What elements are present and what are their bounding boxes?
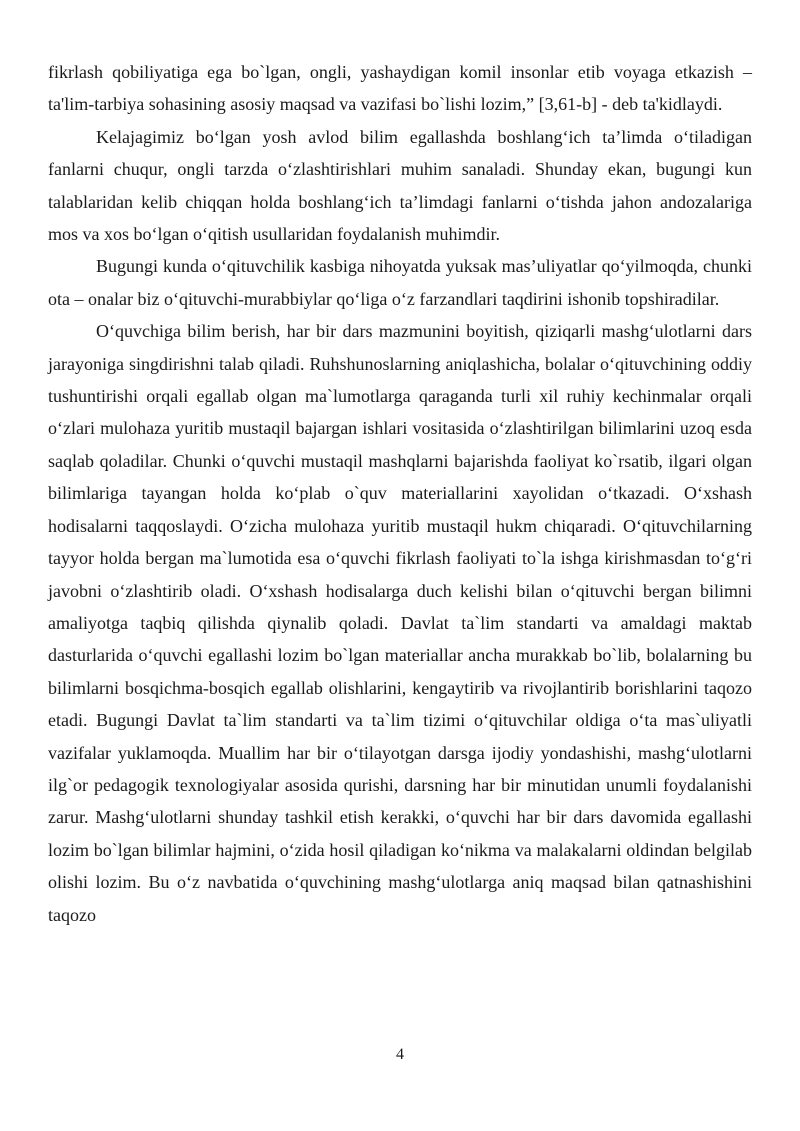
document-body: [48, 56, 752, 931]
paragraph: Bugungi kunda oʻqituvchilik kasbiga nihoyatda yuksak masʼuliyatlar qoʻyilmoqda, chunki ota – onalar biz oʻqituvchi-murabbiylar qoʻliga oʻz farzandlari taqdirini ishonib topshiradilar.: [48, 256, 752, 309]
paragraph-continuation: fikrlash qobiliyatiga ega bo`lgan, ongli, yashaydigan komil insonlar etib voyaga etkazish – ta'lim-tarbiya sohasining asosiy maqsad va vazifasi bo`lishi lozim,” [3,61-b] - deb ta'kidlaydi.: [48, 62, 752, 115]
paragraph: Kelajagimiz boʻlgan yosh avlod bilim egallashda boshlangʻich taʼlimda oʻtiladigan fanlarni chuqur, ongli tarzda oʻzlashtirishlari muhim sanaladi. Shunday ekan, bugungi kun talablaridan kelib chiqqan holda boshlangʻich taʼlimdagi fanlarni oʻtishda jahon andozalariga mos va xos boʻlgan oʻqitish usullaridan foydalanish muhimdir.: [48, 126, 752, 245]
page-number: 4: [396, 1046, 404, 1063]
paragraph: Oʻquvchiga bilim berish, har bir dars mazmunini boyitish, qiziqarli mashgʻulotlarni dars jarayoniga singdirishni talab qiladi. Ruhshunoslarning aniqlashicha, bolalar oʻqituvchining oddiy tushuntirishi orqali egallab olgan ma`lumotlarga qaraganda turli xil ruhiy kechinmalar orqali oʻzlari mulohaza yuritib mustaqil bajargan ishlari vositasida oʻzlashtirilgan bilimlarini uzoq esda saqlab qoladilar. Chunki oʻquvchi mustaqil mashqlarni bajarishda faoliyat ko`rsatib, ilgari olgan bilimlariga tayangan holda koʻplab o`quv materiallarini xayolidan oʻtkazadi. Oʻxshash hodisalarni taqqoslaydi. Oʻzicha mulohaza yuritib mustaqil hukm chiqaradi. Oʻqituvchilarning tayyor holda bergan ma`lumotida esa oʻquvchi fikrlash faoliyati to`la ishga kirishmasdan toʻgʻri javobni oʻzlashtirib oladi. Oʻxshash hodisalarga duch kelishi bilan oʻqituvchi bergan bilimni amaliyotga taqbiq qilishda qiynalib qoladi. Davlat ta`lim standarti va amaldagi maktab dasturlarida oʻquvchi egallashi lozim bo`lgan materiallar ancha murakkab bo`lib, bolalarning bu bilimlarni bosqichma-bosqich egallab olishlarini, kengaytirib va rivojlantirib borishlarini taqozo etadi. Bugungi Davlat ta`lim standarti va ta`lim tizimi oʻqituvchilar oldiga oʻta mas`uliyatli vazifalar yuklamoqda. Muallim har bir oʻtilayotgan darsga ijodiy yondashishi, mashgʻulotlarni ilg`or pedagogik texnologiyalar asosida qurishi, darsning har bir minutidan unumli foydalanishi zarur. Mashgʻulotlarni shunday tashkil etish kerakki, oʻquvchi har bir dars davomida egallashi lozim bo`lgan bilimlar hajmini, oʻzida hosil qiladigan koʻnikma va malakalarni oldindan belgilab olishi lozim. Bu oʻz navbatida oʻquvchining mashgʻulotlarga aniq maqsad bilan qatnashishini taqozo: [48, 321, 752, 925]
